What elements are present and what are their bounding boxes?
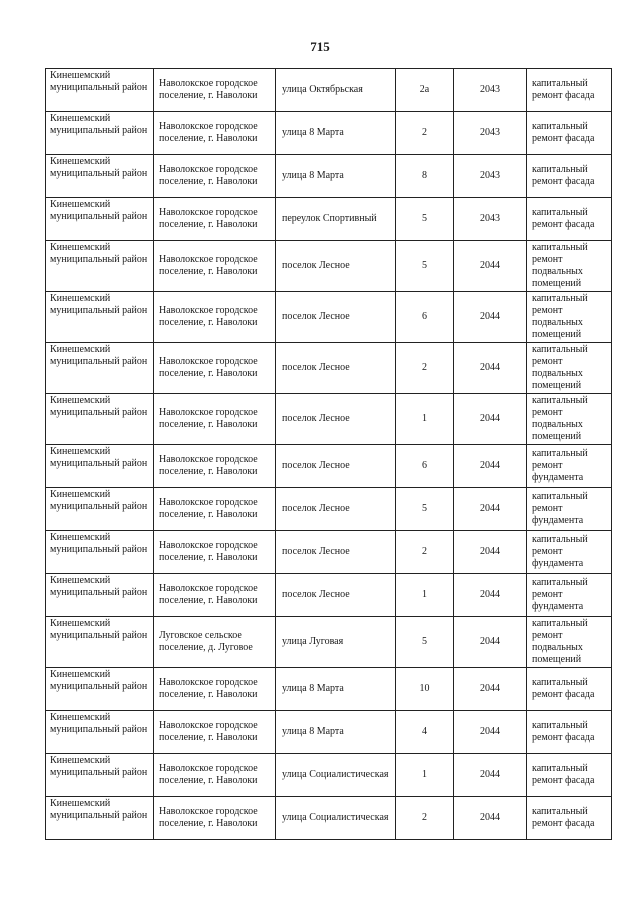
work-type-cell: капитальный ремонт подвальных помещений <box>527 394 612 445</box>
year-cell: 2044 <box>454 292 527 343</box>
street-cell: поселок Лесное <box>276 574 396 617</box>
district-cell: Кинешемский муниципальный район <box>46 488 154 531</box>
work-type-cell: капитальный ремонт фундамента <box>527 488 612 531</box>
house-number-cell: 2а <box>396 69 454 112</box>
street-cell: улица Октябрьская <box>276 69 396 112</box>
settlement-cell: Наволокское городское поселение, г. Наволоки <box>154 711 276 754</box>
district-cell: Кинешемский муниципальный район <box>46 574 154 617</box>
table-row <box>46 617 612 668</box>
year-cell: 2044 <box>454 754 527 797</box>
table-row <box>46 112 612 155</box>
year-cell: 2044 <box>454 531 527 574</box>
table-row <box>46 488 612 531</box>
district-cell: Кинешемский муниципальный район <box>46 617 154 668</box>
district-cell: Кинешемский муниципальный район <box>46 112 154 155</box>
street-cell: поселок Лесное <box>276 241 396 292</box>
year-cell: 2044 <box>454 711 527 754</box>
district-cell: Кинешемский муниципальный район <box>46 198 154 241</box>
work-type-cell: капитальный ремонт фундамента <box>527 531 612 574</box>
house-number-cell: 6 <box>396 445 454 488</box>
table-row <box>46 531 612 574</box>
settlement-cell: Наволокское городское поселение, г. Наволоки <box>154 112 276 155</box>
district-cell: Кинешемский муниципальный район <box>46 394 154 445</box>
house-number-cell: 5 <box>396 617 454 668</box>
street-cell: улица Социалистическая <box>276 754 396 797</box>
settlement-cell: Наволокское городское поселение, г. Наволоки <box>154 445 276 488</box>
house-number-cell: 1 <box>396 754 454 797</box>
work-type-cell: капитальный ремонт фундамента <box>527 445 612 488</box>
district-cell: Кинешемский муниципальный район <box>46 292 154 343</box>
year-cell: 2044 <box>454 343 527 394</box>
house-number-cell: 4 <box>396 711 454 754</box>
street-cell: улица 8 Марта <box>276 711 396 754</box>
house-number-cell: 5 <box>396 488 454 531</box>
table-row <box>46 574 612 617</box>
table-row <box>46 292 612 343</box>
year-cell: 2043 <box>454 112 527 155</box>
work-type-cell: капитальный ремонт фундамента <box>527 574 612 617</box>
settlement-cell: Наволокское городское поселение, г. Наволоки <box>154 343 276 394</box>
house-number-cell: 1 <box>396 394 454 445</box>
work-type-cell: капитальный ремонт фасада <box>527 69 612 112</box>
district-cell: Кинешемский муниципальный район <box>46 711 154 754</box>
street-cell: улица Социалистическая <box>276 797 396 840</box>
year-cell: 2044 <box>454 574 527 617</box>
street-cell: улица 8 Марта <box>276 155 396 198</box>
work-type-cell: капитальный ремонт подвальных помещений <box>527 343 612 394</box>
table-row <box>46 668 612 711</box>
settlement-cell: Наволокское городское поселение, г. Наволоки <box>154 668 276 711</box>
house-number-cell: 2 <box>396 112 454 155</box>
street-cell: улица 8 Марта <box>276 112 396 155</box>
district-cell: Кинешемский муниципальный район <box>46 69 154 112</box>
house-number-cell: 6 <box>396 292 454 343</box>
settlement-cell: Наволокское городское поселение, г. Наволоки <box>154 797 276 840</box>
work-type-cell: капитальный ремонт подвальных помещений <box>527 241 612 292</box>
settlement-cell: Наволокское городское поселение, г. Наволоки <box>154 155 276 198</box>
district-cell: Кинешемский муниципальный район <box>46 241 154 292</box>
works-table-body <box>46 69 612 840</box>
street-cell: поселок Лесное <box>276 488 396 531</box>
house-number-cell: 2 <box>396 343 454 394</box>
settlement-cell: Луговское сельское поселение, д. Луговое <box>154 617 276 668</box>
house-number-cell: 10 <box>396 668 454 711</box>
street-cell: улица Луговая <box>276 617 396 668</box>
street-cell: поселок Лесное <box>276 394 396 445</box>
house-number-cell: 5 <box>396 198 454 241</box>
table-row <box>46 198 612 241</box>
house-number-cell: 2 <box>396 531 454 574</box>
year-cell: 2043 <box>454 69 527 112</box>
work-type-cell: капитальный ремонт подвальных помещений <box>527 292 612 343</box>
table-row <box>46 241 612 292</box>
district-cell: Кинешемский муниципальный район <box>46 797 154 840</box>
year-cell: 2043 <box>454 198 527 241</box>
page-number: 715 <box>310 39 330 54</box>
year-cell: 2044 <box>454 445 527 488</box>
settlement-cell: Наволокское городское поселение, г. Наволоки <box>154 241 276 292</box>
works-table <box>45 68 612 840</box>
work-type-cell: капитальный ремонт фасада <box>527 155 612 198</box>
work-type-cell: капитальный ремонт фасада <box>527 754 612 797</box>
district-cell: Кинешемский муниципальный район <box>46 668 154 711</box>
table-row <box>46 394 612 445</box>
year-cell: 2044 <box>454 617 527 668</box>
street-cell: поселок Лесное <box>276 292 396 343</box>
work-type-cell: капитальный ремонт подвальных помещений <box>527 617 612 668</box>
district-cell: Кинешемский муниципальный район <box>46 754 154 797</box>
work-type-cell: капитальный ремонт фасада <box>527 797 612 840</box>
district-cell: Кинешемский муниципальный район <box>46 531 154 574</box>
work-type-cell: капитальный ремонт фасада <box>527 198 612 241</box>
settlement-cell: Наволокское городское поселение, г. Наволоки <box>154 292 276 343</box>
settlement-cell: Наволокское городское поселение, г. Наволоки <box>154 574 276 617</box>
table-row <box>46 155 612 198</box>
table-row <box>46 69 612 112</box>
house-number-cell: 2 <box>396 797 454 840</box>
settlement-cell: Наволокское городское поселение, г. Наволоки <box>154 69 276 112</box>
street-cell: переулок Спортивный <box>276 198 396 241</box>
year-cell: 2044 <box>454 241 527 292</box>
house-number-cell: 8 <box>396 155 454 198</box>
year-cell: 2043 <box>454 155 527 198</box>
house-number-cell: 1 <box>396 574 454 617</box>
table-row <box>46 343 612 394</box>
settlement-cell: Наволокское городское поселение, г. Наволоки <box>154 531 276 574</box>
year-cell: 2044 <box>454 394 527 445</box>
year-cell: 2044 <box>454 668 527 711</box>
year-cell: 2044 <box>454 797 527 840</box>
street-cell: поселок Лесное <box>276 531 396 574</box>
house-number-cell: 5 <box>396 241 454 292</box>
work-type-cell: капитальный ремонт фасада <box>527 112 612 155</box>
district-cell: Кинешемский муниципальный район <box>46 155 154 198</box>
street-cell: поселок Лесное <box>276 343 396 394</box>
district-cell: Кинешемский муниципальный район <box>46 445 154 488</box>
district-cell: Кинешемский муниципальный район <box>46 343 154 394</box>
table-row <box>46 797 612 840</box>
street-cell: поселок Лесное <box>276 445 396 488</box>
settlement-cell: Наволокское городское поселение, г. Наволоки <box>154 488 276 531</box>
street-cell: улица 8 Марта <box>276 668 396 711</box>
settlement-cell: Наволокское городское поселение, г. Наволоки <box>154 198 276 241</box>
work-type-cell: капитальный ремонт фасада <box>527 668 612 711</box>
work-type-cell: капитальный ремонт фасада <box>527 711 612 754</box>
table-row <box>46 711 612 754</box>
table-row <box>46 445 612 488</box>
table-row <box>46 754 612 797</box>
settlement-cell: Наволокское городское поселение, г. Наволоки <box>154 394 276 445</box>
year-cell: 2044 <box>454 488 527 531</box>
settlement-cell: Наволокское городское поселение, г. Наволоки <box>154 754 276 797</box>
